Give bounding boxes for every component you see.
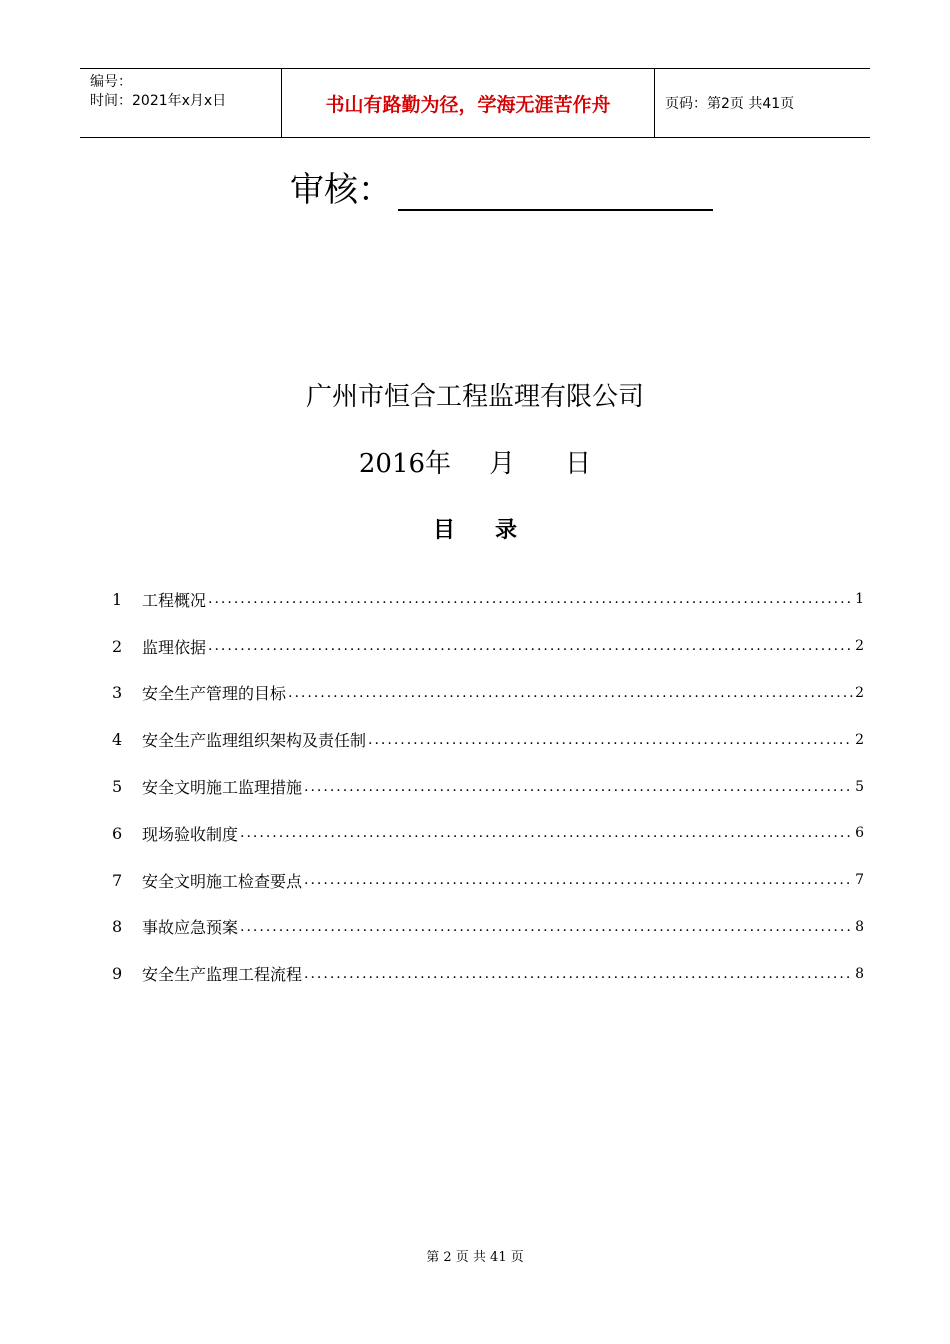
toc-item-title[interactable]: 安全生产管理的目标 [142,684,287,704]
header-meta [80,69,282,137]
toc-item[interactable] [112,623,864,670]
toc-item-number: 6 [112,823,123,843]
table-of-contents [112,576,864,997]
toc-item-number: 8 [112,917,123,937]
review-signature [290,162,713,211]
signature-line [398,171,713,211]
toc-item-page: 6 [855,825,864,842]
toc-leader-dots [240,919,853,935]
header-motto: 书山有路勤为径，学海无涯苦作舟 [282,69,655,137]
toc-item-page: 7 [855,872,864,889]
toc-item-page: 8 [855,918,864,935]
toc-item[interactable] [112,763,864,810]
toc-item-page: 8 [855,965,864,982]
toc-item-title[interactable]: 现场验收制度 [142,824,239,844]
toc-item-number: 3 [112,683,123,703]
toc-item-title[interactable]: 安全生产监理组织架构及责任制 [142,731,367,751]
toc-leader-dots [288,685,853,701]
toc-item-title[interactable]: 工程概况 [142,590,207,610]
toc-item[interactable] [112,810,864,857]
toc-item-title[interactable]: 事故应急预案 [142,918,239,938]
toc-item[interactable] [112,670,864,717]
toc-leader-dots [304,872,853,888]
toc-item[interactable] [112,576,864,623]
toc-item-number: 9 [112,964,123,984]
toc-leader-dots [368,732,853,748]
toc-item-number: 2 [112,636,123,656]
review-label: 审核： [290,170,392,210]
toc-item-page: 2 [855,731,864,748]
toc-item[interactable] [112,716,864,763]
toc-title: 目录 [432,518,557,543]
date-day: 日 [565,449,592,479]
toc-item[interactable] [112,904,864,951]
toc-leader-dots [304,779,853,795]
toc-item-title[interactable]: 安全生产监理工程流程 [142,965,303,985]
toc-item-number: 1 [112,589,123,609]
toc-item-page: 5 [855,778,864,795]
toc-leader-dots [208,591,853,607]
toc-item-page: 1 [855,591,864,608]
document-date [0,443,950,480]
toc-leader-dots [240,825,853,841]
header-page-info: 页码：第2页 共41页 [665,96,795,112]
toc-item-title[interactable]: 监理依据 [142,637,207,657]
toc-item-title[interactable]: 安全文明施工检查要点 [142,871,303,891]
toc-item-page: 2 [855,638,864,655]
toc-item[interactable] [112,950,864,997]
toc-item-number: 7 [112,870,123,890]
toc-item[interactable] [112,857,864,904]
header-number: 编号： [90,74,132,90]
toc-leader-dots [304,966,853,982]
toc-leader-dots [208,638,853,654]
page-footer: 第 2 页 共 41 页 [426,1250,524,1265]
header-time: 时间：2021年x月x日 [90,93,227,109]
toc-item-number: 4 [112,730,123,750]
date-year: 2016年 [358,449,452,479]
toc-item-number: 5 [112,777,123,797]
page-header [80,68,870,138]
toc-item-page: 2 [855,684,864,701]
toc-item-title[interactable]: 安全文明施工监理措施 [142,778,303,798]
company-name: 广州市恒合工程监理有限公司 [305,382,644,412]
date-month: 月 [489,449,516,479]
